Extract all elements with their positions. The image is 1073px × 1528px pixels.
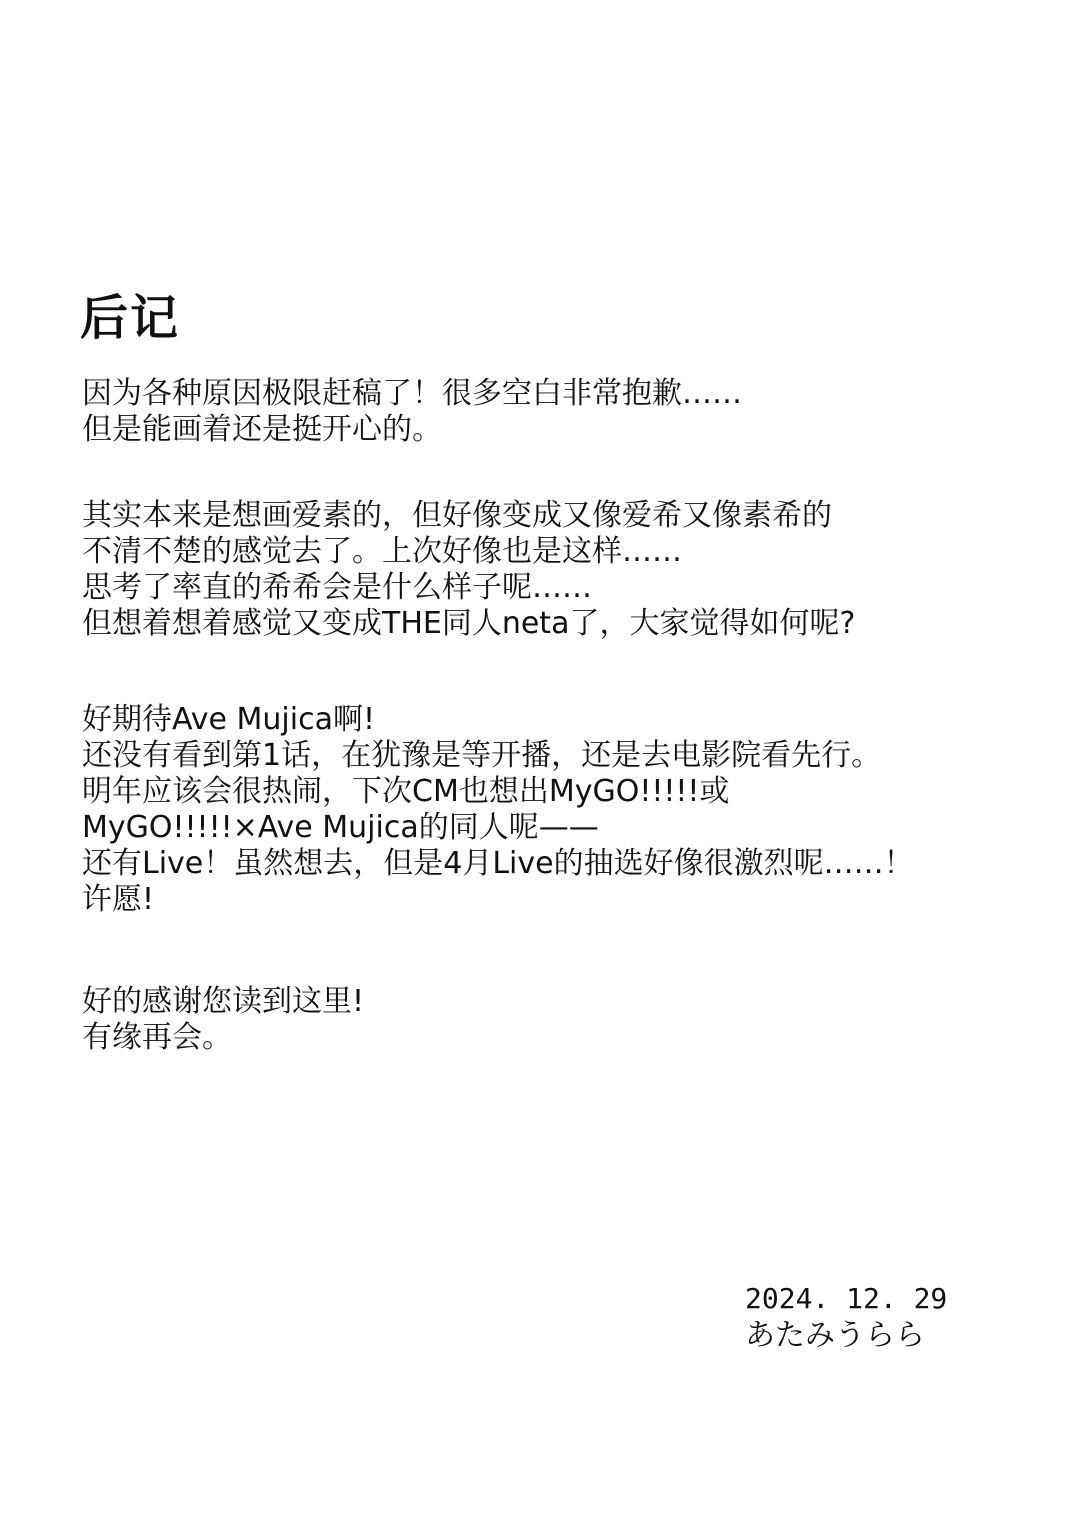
text-line: 还有Live！虽然想去，但是4月Live的抽选好像很激烈呢……！ [82,846,914,881]
text-line: 因为各种原因极限赶稿了！很多空白非常抱歉…… [82,376,742,411]
text-line: 明年应该会很热闹，下次CM也想出MyGO!!!!!或 [82,774,730,809]
text-line: 许愿! [82,882,155,917]
paragraph-closing [82,984,364,1056]
text-line: 好期待Ave Mujica啊! [82,702,375,737]
text-line: 不清不楚的感觉去了。上次好像也是这样…… [82,534,682,569]
text-line: 好的感谢您读到这里! [82,984,365,1019]
paragraph-concept [82,498,855,642]
text-line: 还没有看到第1话，在犹豫是等开播，还是去电影院看先行。 [82,738,882,773]
text-line: 但是能画着还是挺开心的。 [82,412,442,447]
paragraph-plans [82,702,914,918]
text-line: 思考了率直的希希会是什么样子呢…… [82,570,592,605]
page-title: 后记 [80,290,181,347]
text-line: MyGO!!!!!×Ave Mujica的同人呢—— [82,810,599,845]
signature-author: あたみうらら [745,1318,925,1353]
paragraph-apology [82,376,742,448]
text-line: 有缘再会。 [82,1020,232,1055]
signature-date: 2024. 12. 29 [745,1282,948,1315]
text-line: 其实本来是想画爱素的，但好像变成又像爱希又像素希的 [82,498,832,533]
text-line: 但想着想着感觉又变成THE同人neta了，大家觉得如何呢? [82,606,856,641]
